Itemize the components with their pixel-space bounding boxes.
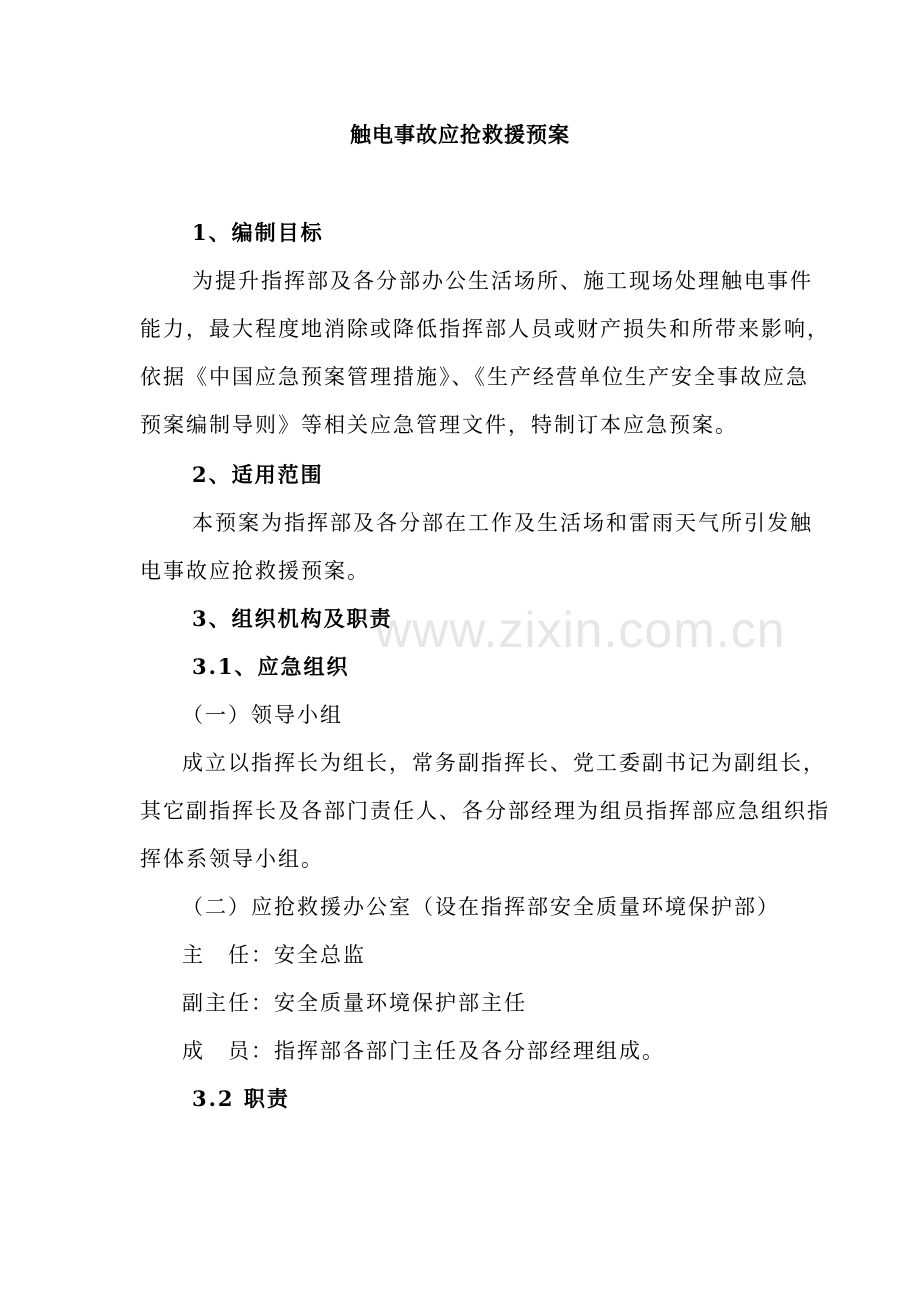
section-3-heading: 3、组织机构及职责 [192,606,393,631]
leadership-paragraph-line-2: 其它副指挥长及各部门责任人、各分部经理为组员指挥部应急组织指 [140,799,830,823]
document-title: 触电事故应抢救援预案 [350,122,570,147]
section-2-heading: 2、适用范围 [192,462,324,487]
subsection-rescue-office: （二）应抢救援办公室（设在指挥部安全质量环境保护部） [182,895,780,919]
section-3-1-heading: 3.1、应急组织 [192,654,350,679]
section-2-paragraph-line-1: 本预案为指挥部及各分部在工作及生活场和雷雨天气所引发触 [192,511,813,535]
section-1-heading: 1、编制目标 [192,220,324,245]
section-1-paragraph-line-4: 预案编制导则》等相关应急管理文件，特制订本应急预案。 [140,413,738,437]
section-1-paragraph-line-2: 能力，最大程度地消除或降低指挥部人员或财产损失和所带来影响， [140,317,830,341]
section-1-paragraph-line-3: 依据《中国应急预案管理措施》、《生产经营单位生产安全事故应急 [140,365,809,389]
director-line: 主 任：安全总监 [182,943,366,967]
section-2-paragraph-line-2: 电事故应抢救援预案。 [140,559,370,583]
leadership-paragraph-line-1: 成立以指挥长为组长，常务副指挥长、党工委副书记为副组长， [182,751,826,775]
subsection-leadership-group: （一）领导小组 [182,703,343,727]
watermark: www.zixin.com.cn [375,602,786,658]
section-1-paragraph-line-1: 为提升指挥部及各分部办公生活场所、施工现场处理触电事件 [192,269,813,293]
deputy-director-line: 副主任：安全质量环境保护部主任 [182,991,527,1015]
section-3-2-heading: 3.2 职责 [192,1086,290,1111]
leadership-paragraph-line-3: 挥体系领导小组。 [140,847,324,871]
members-line: 成 员：指挥部各部门主任及各分部经理组成。 [182,1039,665,1063]
